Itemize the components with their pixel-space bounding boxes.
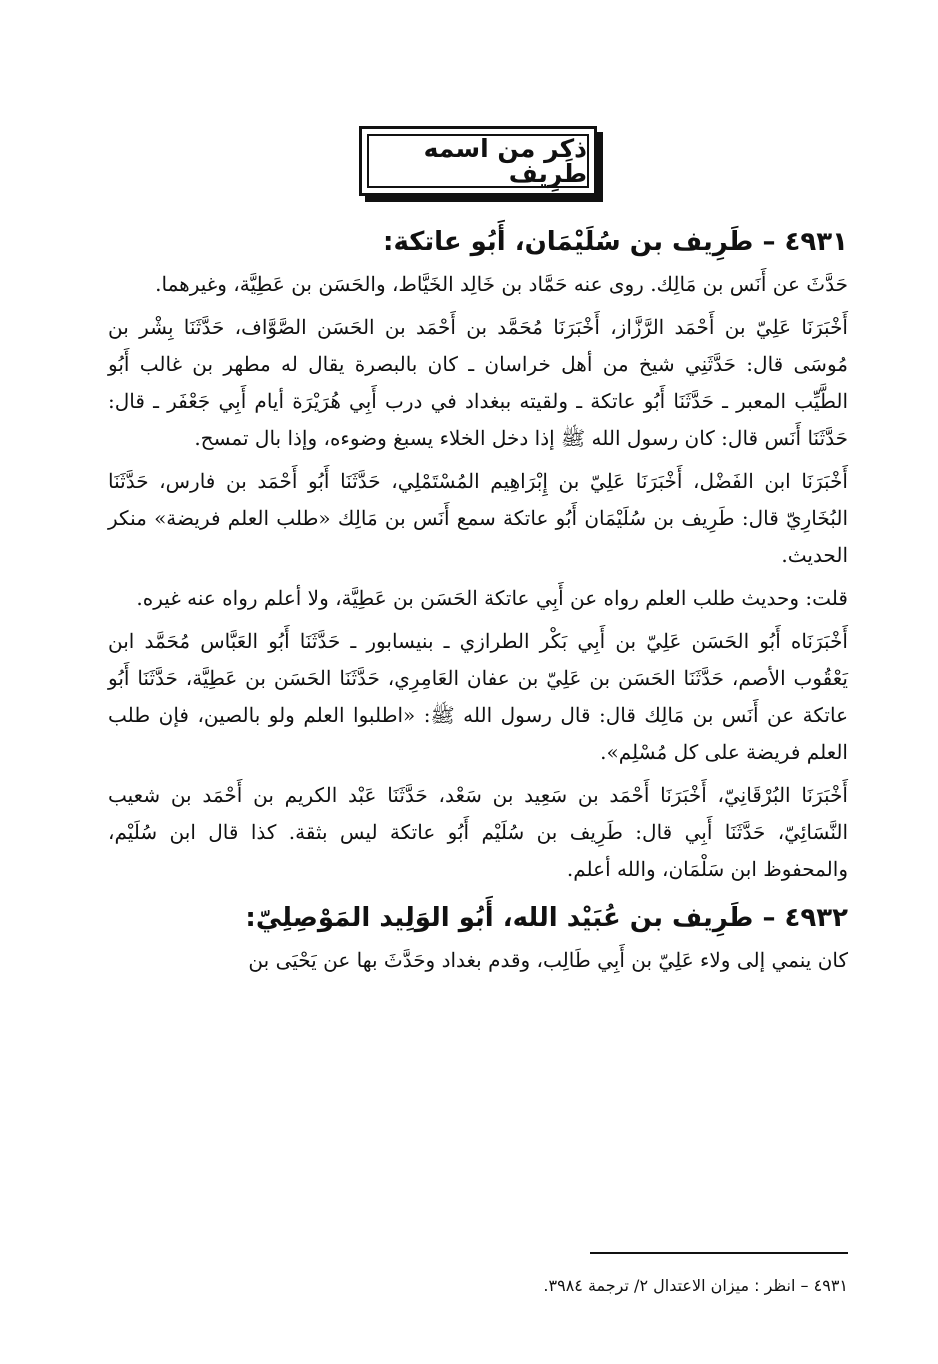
entry-paragraph: حَدَّثَ عن أَنَس بن مَالِك. روى عنه حَمَّاد بن خَالِد الخَيَّاط، والحَسَن بن عَطِيَّة، وغيرهما. <box>155 272 848 296</box>
entry-heading-4931: ٤٩٣١ – طَرِيف بن سُلَيْمَان، أَبُو عاتكة: <box>383 227 848 257</box>
entry-paragraph: أَخْبَرَنَا ابن الفَضْل، أَخْبَرَنَا عَلِيّ بن إِبْرَاهِيم المُسْتَمْلِي، حَدَّثَنَا أَبُو أَحْمَد بن فارس، حَدَّثَنَا البُخَارِيّ قال: طَرِيف بن سُلَيْمَان أَبُو عاتكة سمع أَنَس بن مَالِك «طلب العلم فريضة» منكر الحديث. <box>108 469 848 567</box>
section-title: ذكر من اسمه طَرِيف <box>367 134 589 188</box>
entry-heading-4932: ٤٩٣٢ – طَرِيف بن عُبَيْد الله، أَبُو الوَلِيد المَوْصِلِيّ: <box>245 903 848 933</box>
page-body <box>108 218 848 985</box>
footnote-divider <box>590 1252 848 1254</box>
footnote: ٤٩٣١ – انظر : ميزان الاعتدال ٢/ ترجمة ٣٩٨٤. <box>543 1276 848 1295</box>
entry-paragraph: قلت: وحديث طلب العلم رواه عن أَبِي عاتكة الحَسَن بن عَطِيَّة، ولا أعلم رواه عنه غيره. <box>136 586 848 610</box>
entry-paragraph: أَخْبَرَنَا عَلِيّ بن أَحْمَد الرَّزَّاز، أَخْبَرَنَا مُحَمَّد بن أَحْمَد بن الحَسَن الصَّوَّاف، حَدَّثَنَا بِشْر بن مُوسَى قال: حَدَّثَنِي شيخ من أهل خراسان ـ كان بالبصرة يقال له مطهر بن غالب أَبُو الطَّيِّب المعبر ـ حَدَّثَنَا أَبُو عاتكة ـ ولقيته ببغداد في درب أَبِي هُرَيْرَة أيام أَبِي جَعْفَر ـ قال: حَدَّثَنَا أَنَس قال: كان رسول الله ﷺ إذا دخل الخلاء يسبغ وضوءه، وإذا بال تمسح. <box>108 315 848 450</box>
entry-paragraph: أَخْبَرَنَا البُرْقَانِيّ، أَخْبَرَنَا أَحْمَد بن سَعِيد بن سَعْد، حَدَّثَنَا عَبْد الكريم بن أَحْمَد بن شعيب النَّسَائِيّ، حَدَّثَنَا أَبِي قال: طَرِيف بن سُلَيْم أَبُو عاتكة ليس بثقة. كذا قال ابن سُلَيْم، والمحفوظ ابن سَلْمَان، والله أعلم. <box>108 783 848 881</box>
entry-paragraph: أَخْبَرَنَاه أَبُو الحَسَن عَلِيّ بن أَبِي بَكْر الطرازي ـ بنيسابور ـ حَدَّثَنَا أَبُو العَبَّاس مُحَمَّد ابن يَعْقُوب الأصم، حَدَّثَنَا الحَسَن بن عَلِيّ بن عفان العَامِرِي، حَدَّثَنَا الحَسَن بن عَطِيَّة، حَدَّثَنَا أَبُو عاتكة عن أَنَس بن مَالِك قال: قال رسول الله ﷺ: «اطلبوا العلم ولو بالصين، فإن طلب العلم فريضة على كل مُسْلِم». <box>108 629 848 764</box>
entry-paragraph: كان ينمي إلى ولاء عَلِيّ بن أَبِي طَالِب، وقدم بغداد وحَدَّثَ بها عن يَحْيَى بن <box>248 948 848 972</box>
section-title-box <box>359 126 597 196</box>
